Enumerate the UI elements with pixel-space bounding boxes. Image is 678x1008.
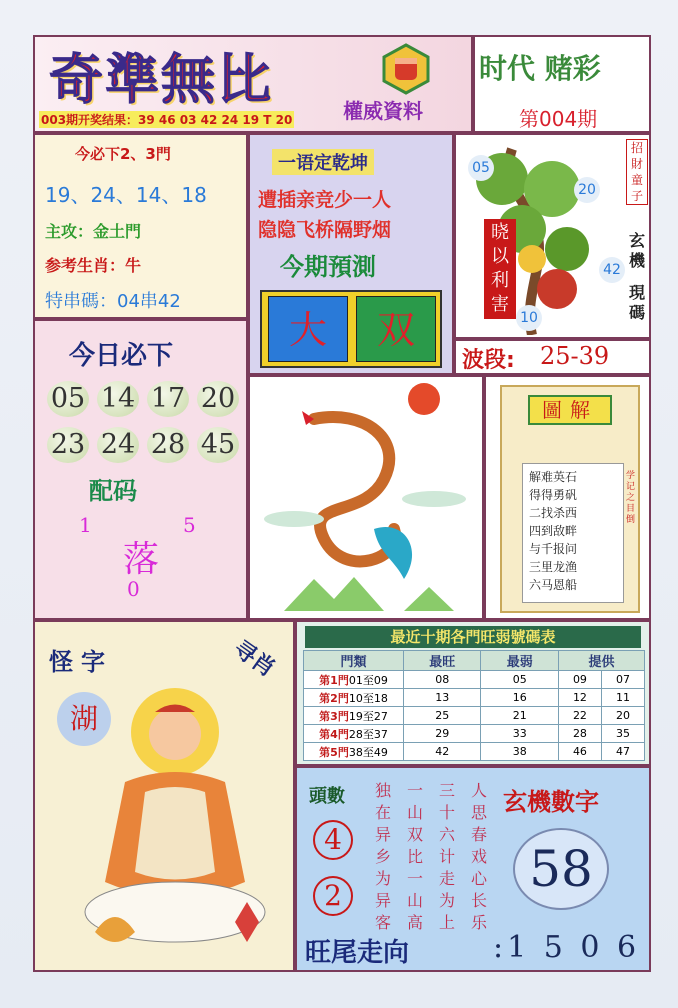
door-cell	[304, 743, 404, 761]
forecast-right: 双	[356, 296, 436, 362]
mystic-label: 玄機數字	[503, 788, 599, 816]
header-min: 最弱	[481, 651, 558, 671]
provide-cell: 46	[558, 743, 601, 761]
provide-cell: 11	[601, 689, 644, 707]
tujie-poem-line: 解难英石	[529, 470, 578, 484]
must-buy-panel	[33, 319, 248, 620]
provide-cell: 12	[558, 689, 601, 707]
tips-numbers: 19、24、14、18	[45, 183, 207, 207]
strange-char-panel	[33, 620, 295, 972]
tips-main-attack: 主攻：金土門	[45, 222, 142, 241]
must-buy-title: 今日必下	[69, 341, 174, 371]
fist-logo-icon	[380, 43, 432, 95]
door-label: 第5門	[319, 745, 349, 759]
bottom-panel	[295, 766, 651, 972]
poem-line2: 隐隐飞桥隔野烟	[258, 219, 392, 241]
max-cell: 08	[404, 671, 481, 689]
table-row	[304, 743, 645, 761]
provide-cell: 20	[601, 707, 644, 725]
dragon-illustration	[254, 379, 480, 617]
table-row	[304, 725, 645, 743]
provide-cell: 22	[558, 707, 601, 725]
door-range: 38至49	[348, 745, 388, 759]
door-cell	[304, 671, 404, 689]
bottom-poem	[373, 780, 493, 940]
freq-table-header	[304, 651, 645, 671]
freq-table-title: 最近十期各門旺弱號碼表	[305, 626, 641, 648]
poem-title: 一语定乾坤	[272, 149, 374, 175]
wave-value: 25-39	[540, 342, 610, 370]
table-row	[304, 707, 645, 725]
wave-panel	[454, 339, 651, 375]
door-label: 第2門	[319, 691, 349, 705]
table-row	[304, 671, 645, 689]
provide-cell: 47	[601, 743, 644, 761]
tips-panel	[33, 133, 248, 319]
max-cell: 25	[404, 707, 481, 725]
door-range: 10至18	[348, 691, 388, 705]
tips-line1: 今必下2、3門	[75, 145, 171, 163]
number-ball: 24	[97, 427, 139, 463]
pair-bottom: 0	[127, 577, 140, 601]
poem-col: 独在异乡为异客	[374, 781, 391, 932]
max-cell: 42	[404, 743, 481, 761]
number-ball: 14	[97, 381, 139, 417]
tree-right-label1: 玄機	[628, 231, 645, 270]
tree-right-label2: 現碼	[628, 283, 645, 322]
buddha-illustration	[75, 682, 285, 967]
tujie-poem-box	[522, 463, 624, 603]
freq-table-wrap	[303, 650, 645, 761]
provide-cell: 28	[558, 725, 601, 743]
header-door: 門類	[304, 651, 404, 671]
door-label: 第4門	[319, 727, 349, 741]
door-range: 01至09	[348, 673, 388, 687]
number-ball: 45	[197, 427, 239, 463]
strange-char: 湖	[57, 692, 111, 746]
forecast-label: 今期預測	[280, 253, 376, 281]
tips-zodiac: 参考生肖：牛	[45, 256, 142, 275]
header-max: 最旺	[404, 651, 481, 671]
freq-table-panel	[295, 620, 651, 766]
door-cell	[304, 707, 404, 725]
tujie-title: 圖解	[528, 395, 612, 425]
table-row	[304, 689, 645, 707]
number-ball: 23	[47, 427, 89, 463]
tail-label: 旺尾走向	[305, 938, 410, 968]
min-cell: 33	[481, 725, 558, 743]
min-cell: 16	[481, 689, 558, 707]
strange-label2: 寻肖	[228, 636, 280, 683]
forecast-box	[260, 290, 442, 368]
mystic-value: 58	[513, 828, 609, 910]
tree-num-1: 05	[468, 155, 494, 181]
tujie-side-note: 学记之目倒	[626, 471, 636, 525]
door-cell	[304, 725, 404, 743]
door-range: 28至37	[348, 727, 388, 741]
tips-special: 特串碼：04串42	[45, 291, 181, 312]
door-label: 第1門	[319, 673, 349, 687]
tree-panel	[454, 133, 651, 339]
tujie-poem-line: 三里龙渔	[529, 560, 578, 574]
right-title: 时代 赌彩	[479, 52, 601, 85]
head-num-2: 2	[313, 876, 353, 916]
pair-right: 5	[183, 513, 196, 537]
number-ball: 17	[147, 381, 189, 417]
door-range: 19至27	[348, 709, 388, 723]
poem-line1: 遭插亲竞少一人	[258, 189, 392, 211]
min-cell: 21	[481, 707, 558, 725]
max-cell: 29	[404, 725, 481, 743]
header-results: 003期开奖结果：39 46 03 42 24 19 T 20	[41, 113, 293, 127]
header-subtitle: 權威資料	[343, 99, 423, 123]
provide-cell: 07	[601, 671, 644, 689]
header-title: 奇準無比	[49, 47, 273, 111]
forecast-left: 大	[268, 296, 348, 362]
tujie-poem-line: 二找杀西	[529, 506, 578, 520]
door-label: 第3門	[319, 709, 349, 723]
tujie-poem-line: 与千报问	[529, 542, 578, 556]
issue-panel	[473, 35, 651, 133]
header-provide: 提供	[558, 651, 644, 671]
tujie-poem-line: 六马恩船	[529, 578, 578, 592]
min-cell: 38	[481, 743, 558, 761]
tree-num-3: 42	[599, 257, 625, 283]
door-cell	[304, 689, 404, 707]
poem-col: 人思春戏心长乐	[470, 781, 487, 932]
tail-value: :1 5 0 6	[493, 930, 641, 965]
strange-label: 怪字	[49, 648, 113, 676]
head-label: 頭數	[309, 786, 345, 807]
head-num-1: 4	[313, 820, 353, 860]
pair-center: 落	[123, 539, 160, 580]
dragon-panel	[248, 375, 484, 620]
issue-number: 第004期	[519, 107, 598, 131]
tree-num-2: 20	[574, 177, 600, 203]
number-ball: 05	[47, 381, 89, 417]
provide-cell: 09	[558, 671, 601, 689]
tujie-poem-line: 四到敌畔	[529, 524, 578, 538]
header-panel	[33, 35, 473, 133]
pair-title: 配码	[89, 477, 137, 505]
min-cell: 05	[481, 671, 558, 689]
max-cell: 13	[404, 689, 481, 707]
poem-col: 一山双比一山高	[406, 781, 423, 932]
provide-cell: 35	[601, 725, 644, 743]
tree-side-label: 招財童子	[626, 139, 648, 205]
number-ball: 20	[197, 381, 239, 417]
pair-left: 1	[79, 513, 92, 537]
poem-col: 三十六计走为上	[438, 781, 455, 932]
wave-label: 波段:	[462, 348, 515, 373]
tree-vertical-text: 晓以利害	[484, 219, 516, 319]
tree-num-4: 10	[516, 305, 542, 331]
poem-panel	[248, 133, 454, 375]
number-ball: 28	[147, 427, 189, 463]
tujie-panel	[484, 375, 651, 620]
freq-table	[303, 650, 645, 761]
scroll	[500, 385, 640, 613]
tujie-poem-line: 得得勇矾	[529, 488, 578, 502]
